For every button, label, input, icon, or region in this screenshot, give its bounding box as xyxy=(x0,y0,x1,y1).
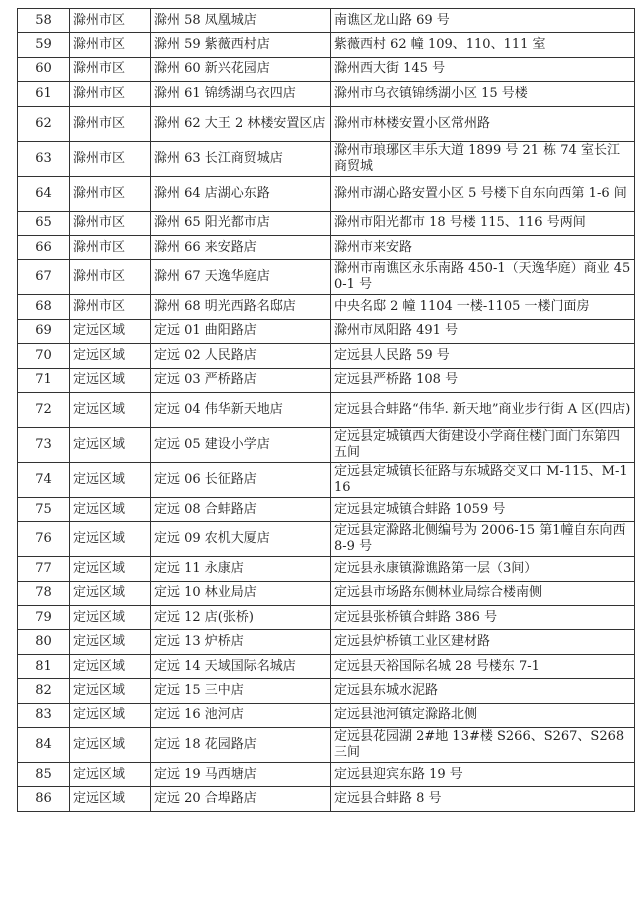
store-name-cell: 滁州 61 锦绣湖乌衣四店 xyxy=(151,82,331,106)
store-name-cell: 定远 08 合蚌路店 xyxy=(151,497,331,521)
store-name-cell: 定远 05 建设小学店 xyxy=(151,427,331,462)
address-cell: 滁州市乌衣镇锦绣湖小区 15 号楼 xyxy=(331,82,635,106)
row-number: 67 xyxy=(18,260,70,295)
region-cell: 滁州市区 xyxy=(70,295,151,319)
store-name-cell: 定远 18 花园路店 xyxy=(151,728,331,763)
address-cell: 南谯区龙山路 69 号 xyxy=(331,9,635,33)
row-number: 66 xyxy=(18,235,70,259)
region-cell: 滁州市区 xyxy=(70,106,151,141)
store-name-cell: 滁州 66 来安路店 xyxy=(151,235,331,259)
table-row xyxy=(18,82,635,106)
address-cell: 定远县定城镇西大街建设小学商住楼门面门东第四五间 xyxy=(331,427,635,462)
store-name-cell: 定远 03 严桥路店 xyxy=(151,368,331,392)
row-number: 70 xyxy=(18,344,70,368)
address-cell: 定远县花园湖 2#地 13#楼 S266、S267、S268 三间 xyxy=(331,728,635,763)
row-number: 59 xyxy=(18,33,70,57)
address-cell: 滁州市阳光都市 18 号楼 115、116 号两间 xyxy=(331,211,635,235)
table-row xyxy=(18,654,635,678)
store-name-cell: 滁州 62 大王 2 林楼安置区店 xyxy=(151,106,331,141)
table-row xyxy=(18,57,635,81)
row-number: 62 xyxy=(18,106,70,141)
table-row xyxy=(18,211,635,235)
address-cell: 定远县定滁路北侧编号为 2006-15 第1幢自东向西 8-9 号 xyxy=(331,522,635,557)
row-number: 68 xyxy=(18,295,70,319)
store-table xyxy=(17,8,635,812)
region-cell: 滁州市区 xyxy=(70,9,151,33)
region-cell: 滁州市区 xyxy=(70,33,151,57)
store-name-cell: 滁州 63 长江商贸城店 xyxy=(151,141,331,176)
region-cell: 定远区域 xyxy=(70,606,151,630)
store-name-cell: 定远 14 天域国际名城店 xyxy=(151,654,331,678)
region-cell: 定远区域 xyxy=(70,728,151,763)
table-row xyxy=(18,497,635,521)
row-number: 58 xyxy=(18,9,70,33)
address-cell: 滁州市南谯区永乐南路 450-1（天逸华庭）商业 450-1 号 xyxy=(331,260,635,295)
store-name-cell: 定远 06 长征路店 xyxy=(151,462,331,497)
table-row xyxy=(18,728,635,763)
row-number: 84 xyxy=(18,728,70,763)
region-cell: 定远区域 xyxy=(70,763,151,787)
table-row xyxy=(18,141,635,176)
store-name-cell: 滁州 58 凤凰城店 xyxy=(151,9,331,33)
region-cell: 定远区域 xyxy=(70,654,151,678)
row-number: 75 xyxy=(18,497,70,521)
table-row xyxy=(18,9,635,33)
address-cell: 定远县合蚌路 8 号 xyxy=(331,787,635,811)
store-name-cell: 定远 11 永康店 xyxy=(151,557,331,581)
store-name-cell: 滁州 64 店湖心东路 xyxy=(151,176,331,211)
table-row xyxy=(18,557,635,581)
region-cell: 定远区域 xyxy=(70,427,151,462)
store-name-cell: 滁州 59 紫薇西村店 xyxy=(151,33,331,57)
row-number: 63 xyxy=(18,141,70,176)
table-row xyxy=(18,763,635,787)
store-name-cell: 定远 16 池河店 xyxy=(151,703,331,727)
region-cell: 定远区域 xyxy=(70,581,151,605)
address-cell: 滁州市凤阳路 491 号 xyxy=(331,319,635,343)
address-cell: 滁州市琅琊区丰乐大道 1899 号 21 栋 74 室长江商贸城 xyxy=(331,141,635,176)
row-number: 82 xyxy=(18,679,70,703)
table-row xyxy=(18,427,635,462)
region-cell: 滁州市区 xyxy=(70,57,151,81)
region-cell: 定远区域 xyxy=(70,319,151,343)
store-name-cell: 定远 02 人民路店 xyxy=(151,344,331,368)
table-row xyxy=(18,344,635,368)
table-row xyxy=(18,33,635,57)
table-row xyxy=(18,462,635,497)
row-number: 76 xyxy=(18,522,70,557)
address-cell: 定远县严桥路 108 号 xyxy=(331,368,635,392)
table-row xyxy=(18,319,635,343)
row-number: 74 xyxy=(18,462,70,497)
address-cell: 定远县永康镇滁谯路第一层（3间） xyxy=(331,557,635,581)
region-cell: 定远区域 xyxy=(70,497,151,521)
store-name-cell: 滁州 65 阳光都市店 xyxy=(151,211,331,235)
store-name-cell: 定远 04 伟华新天地店 xyxy=(151,392,331,427)
address-cell: 定远县市场路东侧林业局综合楼南侧 xyxy=(331,581,635,605)
table-row xyxy=(18,295,635,319)
store-name-cell: 定远 15 三中店 xyxy=(151,679,331,703)
table-row xyxy=(18,787,635,811)
table-row xyxy=(18,606,635,630)
store-name-cell: 定远 10 林业局店 xyxy=(151,581,331,605)
region-cell: 滁州市区 xyxy=(70,260,151,295)
store-name-cell: 滁州 60 新兴花园店 xyxy=(151,57,331,81)
region-cell: 滁州市区 xyxy=(70,141,151,176)
row-number: 71 xyxy=(18,368,70,392)
region-cell: 滁州市区 xyxy=(70,235,151,259)
row-number: 73 xyxy=(18,427,70,462)
store-table-body xyxy=(18,9,635,812)
table-row xyxy=(18,392,635,427)
address-cell: 滁州市林楼安置小区常州路 xyxy=(331,106,635,141)
region-cell: 滁州市区 xyxy=(70,176,151,211)
region-cell: 定远区域 xyxy=(70,522,151,557)
table-row xyxy=(18,176,635,211)
row-number: 61 xyxy=(18,82,70,106)
row-number: 65 xyxy=(18,211,70,235)
table-row xyxy=(18,260,635,295)
store-name-cell: 定远 01 曲阳路店 xyxy=(151,319,331,343)
row-number: 60 xyxy=(18,57,70,81)
address-cell: 定远县合蚌路“伟华. 新天地”商业步行街 A 区(四店) xyxy=(331,392,635,427)
store-name-cell: 定远 09 农机大厦店 xyxy=(151,522,331,557)
row-number: 79 xyxy=(18,606,70,630)
store-name-cell: 滁州 67 天逸华庭店 xyxy=(151,260,331,295)
address-cell: 定远县人民路 59 号 xyxy=(331,344,635,368)
table-row xyxy=(18,630,635,654)
region-cell: 定远区域 xyxy=(70,703,151,727)
row-number: 78 xyxy=(18,581,70,605)
address-cell: 定远县东城水泥路 xyxy=(331,679,635,703)
address-cell: 滁州市来安路 xyxy=(331,235,635,259)
region-cell: 定远区域 xyxy=(70,368,151,392)
address-cell: 紫薇西村 62 幢 109、110、111 室 xyxy=(331,33,635,57)
table-row xyxy=(18,368,635,392)
address-cell: 定远县定城镇合蚌路 1059 号 xyxy=(331,497,635,521)
region-cell: 定远区域 xyxy=(70,679,151,703)
region-cell: 定远区域 xyxy=(70,462,151,497)
row-number: 86 xyxy=(18,787,70,811)
row-number: 64 xyxy=(18,176,70,211)
row-number: 77 xyxy=(18,557,70,581)
table-row xyxy=(18,581,635,605)
store-name-cell: 定远 12 店(张桥) xyxy=(151,606,331,630)
address-cell: 定远县炉桥镇工业区建材路 xyxy=(331,630,635,654)
store-name-cell: 定远 20 合埠路店 xyxy=(151,787,331,811)
table-row xyxy=(18,235,635,259)
region-cell: 定远区域 xyxy=(70,557,151,581)
address-cell: 定远县迎宾东路 19 号 xyxy=(331,763,635,787)
store-name-cell: 定远 19 马西塘店 xyxy=(151,763,331,787)
region-cell: 定远区域 xyxy=(70,630,151,654)
row-number: 81 xyxy=(18,654,70,678)
address-cell: 定远县天裕国际名城 28 号楼东 7-1 xyxy=(331,654,635,678)
store-name-cell: 滁州 68 明光西路名邸店 xyxy=(151,295,331,319)
store-name-cell: 定远 13 炉桥店 xyxy=(151,630,331,654)
table-row xyxy=(18,522,635,557)
region-cell: 定远区域 xyxy=(70,392,151,427)
region-cell: 滁州市区 xyxy=(70,211,151,235)
region-cell: 定远区域 xyxy=(70,344,151,368)
region-cell: 定远区域 xyxy=(70,787,151,811)
region-cell: 滁州市区 xyxy=(70,82,151,106)
address-cell: 定远县定城镇长征路与东城路交叉口 M-115、M-116 xyxy=(331,462,635,497)
row-number: 83 xyxy=(18,703,70,727)
table-row xyxy=(18,679,635,703)
row-number: 80 xyxy=(18,630,70,654)
address-cell: 定远县池河镇定滁路北侧 xyxy=(331,703,635,727)
address-cell: 中央名邸 2 幢 1104 一楼-1105 一楼门面房 xyxy=(331,295,635,319)
row-number: 69 xyxy=(18,319,70,343)
address-cell: 滁州市湖心路安置小区 5 号楼下自东向西第 1-6 间 xyxy=(331,176,635,211)
address-cell: 定远县张桥镇合蚌路 386 号 xyxy=(331,606,635,630)
row-number: 85 xyxy=(18,763,70,787)
address-cell: 滁州西大街 145 号 xyxy=(331,57,635,81)
table-row xyxy=(18,106,635,141)
row-number: 72 xyxy=(18,392,70,427)
table-row xyxy=(18,703,635,727)
